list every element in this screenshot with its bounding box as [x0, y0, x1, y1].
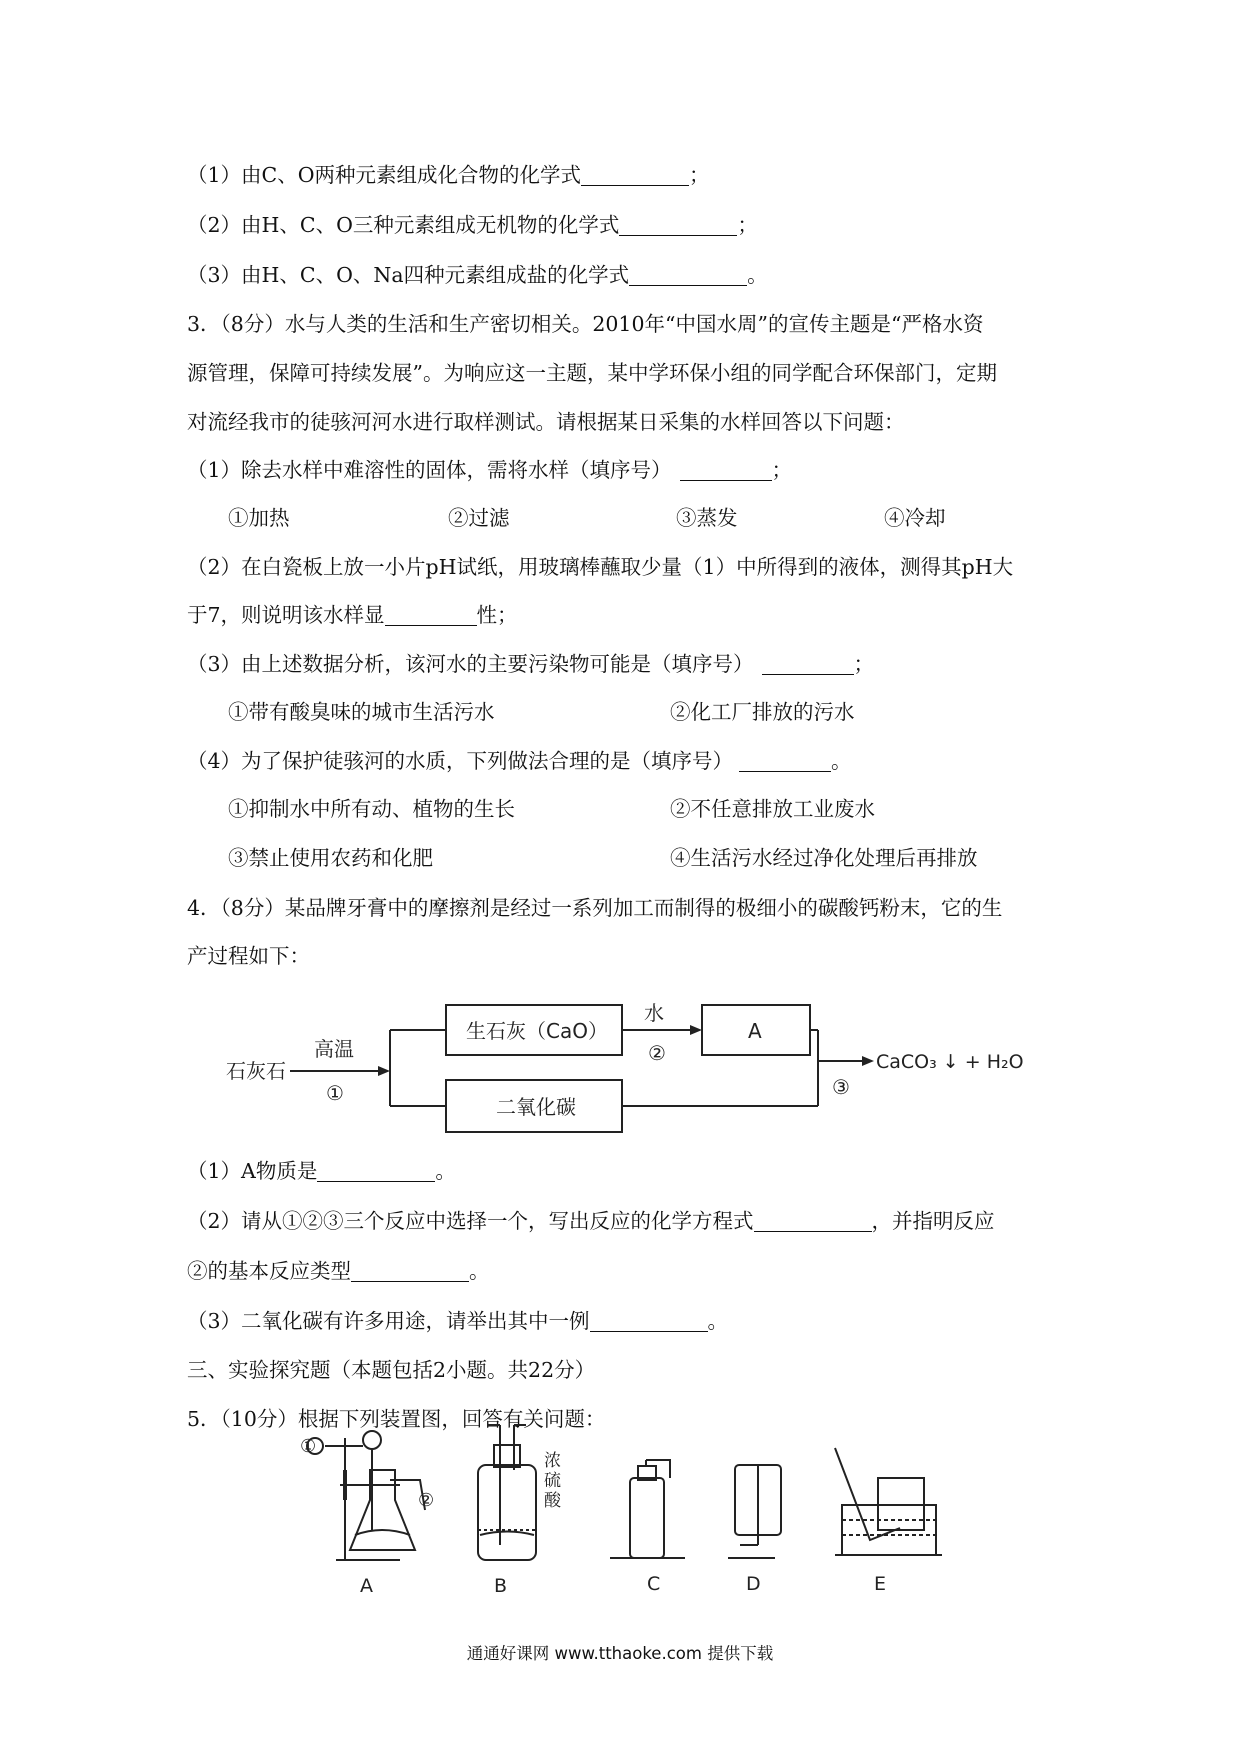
q4-sub-3-end: 。	[707, 1309, 729, 1333]
q3-s4-option-1: ①抑制水中所有动、植物的生长	[228, 797, 515, 821]
q3-sub-2-text: 于7，则说明该水样显	[187, 603, 385, 627]
q2-part-2-text: （2）由H、C、O三种元素组成无机物的化学式	[187, 213, 620, 237]
q4-sub-3-text: （3）二氧化碳有许多用途，请举出其中一例	[187, 1309, 590, 1333]
q3-sub-1-end: ；	[771, 458, 793, 482]
q3-s3-option-2: ②化工厂排放的污水	[670, 700, 855, 724]
marker-1: ①	[300, 1436, 317, 1457]
arrow-3-number: ③	[832, 1075, 850, 1099]
marker-2: ②	[418, 1490, 435, 1511]
q2-part-1-text: （1）由C、O两种元素组成化合物的化学式	[187, 163, 582, 187]
arrow-2-condition: 水	[644, 1001, 664, 1025]
label-a: A	[360, 1575, 373, 1597]
arrow-1-condition: 高温	[314, 1037, 354, 1061]
q2-part-2-end: ；	[737, 213, 758, 237]
q3-sub-2-end: 性；	[476, 603, 518, 627]
q3-sub-2-line-1: （2）在白瓷板上放一小片pH试纸，用玻璃棒蘸取少量（1）中所得到的液体，测得其pH大	[187, 555, 1014, 579]
arrow-2-number: ②	[648, 1041, 666, 1065]
arrow-1-number: ①	[326, 1081, 344, 1105]
flow-product: CaCO₃ ↓ + H₂O	[876, 1051, 1024, 1073]
q3-intro-line-2: 源管理，保障可持续发展”。为响应这一主题，某中学环保小组的同学配合环保部门，定期	[187, 361, 997, 385]
apparatus-b	[478, 1425, 536, 1560]
q3-intro-line-1: 3．（8分）水与人类的生活和生产密切相关。2010年“中国水周”的宣传主题是“严格水资	[187, 312, 984, 336]
q5-intro: 5．（10分）根据下列装置图，回答有关问题：	[187, 1407, 606, 1431]
q4-intro-line-1: 4．（8分）某品牌牙膏中的摩擦剂是经过一系列加工而制得的极细小的碳酸钙粉末，它的生	[187, 896, 1003, 920]
q2-part-3-text: （3）由H、C、O、Na四种元素组成盐的化学式	[187, 263, 630, 287]
q4-sub-2-tail: ，并指明反应	[871, 1209, 995, 1233]
label-c: C	[647, 1573, 661, 1595]
q3-s1-option-4: ④冷却	[884, 506, 946, 530]
apparatus-d	[728, 1465, 781, 1558]
q4-sub-1-end: 。	[435, 1159, 456, 1183]
q4-sub-2-line-2-end: 。	[469, 1259, 490, 1283]
q4-sub-1-text: （1）A物质是	[187, 1159, 318, 1183]
q2-part-3-end: 。	[747, 263, 768, 287]
q4-intro-line-2: 产过程如下：	[187, 944, 310, 968]
q3-s4-option-3: ③禁止使用农药和化肥	[228, 846, 433, 870]
apparatus-a	[307, 1431, 425, 1560]
q3-s4-option-4: ④生活污水经过净化处理后再排放	[670, 846, 978, 870]
q3-s1-option-2: ②过滤	[448, 506, 510, 530]
acid-label-1: 浓	[544, 1451, 561, 1471]
q3-s4-option-2: ②不任意排放工业废水	[670, 797, 875, 821]
q3-sub-4-text: （4）为了保护徒骇河的水质，下列做法合理的是（填序号）	[187, 749, 734, 773]
co2-label: 二氧化碳	[496, 1095, 576, 1119]
substance-a-label: A	[748, 1019, 762, 1043]
q4-sub-2-line-2-text: ②的基本反应类型	[187, 1259, 351, 1283]
label-b: B	[494, 1575, 508, 1597]
page-footer: 通通好课网 www.tthaoke.com 提供下载	[466, 1644, 774, 1663]
quicklime-label: 生石灰（CaO）	[466, 1019, 608, 1043]
q3-intro-line-3: 对流经我市的徒骇河河水进行取样测试。请根据某日采集的水样回答以下问题：	[187, 410, 905, 434]
q3-s3-option-1: ①带有酸臭味的城市生活污水	[228, 700, 495, 724]
label-e: E	[874, 1573, 887, 1595]
acid-label-2: 硫	[544, 1471, 561, 1491]
q3-sub-1-text: （1）除去水样中难溶性的固体，需将水样（填序号）	[187, 458, 672, 482]
section-3-heading: 三、实验探究题（本题包括2小题。共22分）	[187, 1358, 596, 1382]
q2-part-1-end: ；	[689, 163, 710, 187]
q3-s1-option-3: ③蒸发	[676, 506, 738, 530]
q3-s1-option-1: ①加热	[228, 506, 290, 530]
acid-label-3: 酸	[544, 1491, 561, 1511]
q3-sub-3-end: ；	[853, 652, 875, 676]
apparatus-e	[835, 1448, 942, 1555]
flow-start-label: 石灰石	[226, 1059, 286, 1083]
q3-sub-3-text: （3）由上述数据分析，该河水的主要污染物可能是（填序号）	[187, 652, 754, 676]
apparatus-c	[610, 1460, 685, 1558]
q3-sub-4-end: 。	[831, 749, 852, 773]
label-d: D	[746, 1573, 761, 1595]
q4-sub-2-text: （2）请从①②③三个反应中选择一个，写出反应的化学方程式	[187, 1209, 754, 1233]
